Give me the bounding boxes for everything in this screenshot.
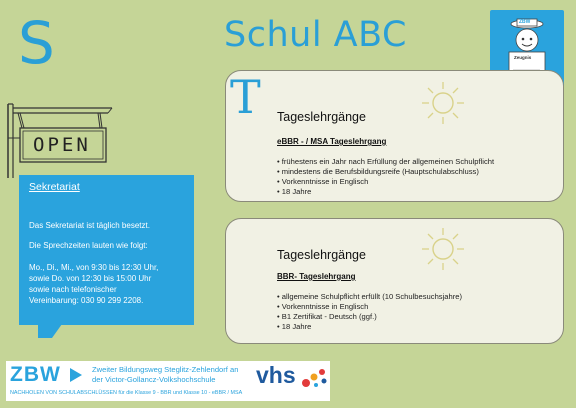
mascot-paper-title: Zeugnis [514,55,532,60]
sekretariat-hours [29,262,158,306]
list-item: • 18 Jahre [277,322,312,331]
card2-subtitle: BBR- Tageslehrgang [277,272,356,281]
hours-line: sowie nach telefonischer [29,285,117,294]
sekretariat-line2: Die Sprechzeiten lauten wie folgt: [29,241,148,250]
list-item: • 18 Jahre [277,187,312,196]
section-letter-t: T [230,70,261,124]
zbw-logo: ZBW [10,363,61,386]
footer-bottom-text: NACHHOLEN VON SCHULABSCHLÜSSEN für die Klasse 9 - BBR und Klasse 10 - eBBR / MSA [10,390,243,396]
sekretariat-line1: Das Sekretariat ist täglich besetzt. [29,221,150,230]
footer-line2: der Victor-Gollancz-Volkshochschule [92,375,216,384]
card1-subtitle: eBBR - / MSA Tageslehrgang [277,137,387,146]
card1-bullets [277,157,494,197]
list-item: • mindestens die Berufsbildungsreife (Hauptschulabschluss) [277,167,479,176]
footer-line1: Zweiter Bildungsweg Steglitz-Zehlendorf an [92,365,239,374]
sun-icon [418,80,468,126]
hours-line: sowie Do. von 12:30 bis 15:00 Uhr [29,274,152,283]
list-item: • frühestens ein Jahr nach Erfüllung der allgemeinen Schulpflicht [277,157,495,166]
vhs-dots-icon [300,364,330,390]
list-item: • Vorkenntnisse in Englisch [277,302,369,311]
page-title: Schul ABC [224,15,407,55]
card2-bullets [277,292,462,332]
mascot-hat-text: ZBW [519,19,531,25]
hours-line: Mo., Di., Mi., von 9:30 bis 12:30 Uhr, [29,263,159,272]
list-item: • B1 Zertifikat - Deutsch (ggf.) [277,312,377,321]
vhs-logo: vhs [256,362,296,388]
section-letter: S [18,9,55,77]
list-item: • Vorkenntnisse in Englisch [277,177,369,186]
card2-title: Tageslehrgänge [277,248,366,262]
sekretariat-title: Sekretariat [29,181,80,193]
arrow-icon [68,366,84,384]
speech-bubble-tail [38,324,62,338]
hours-line: Vereinbarung: 030 90 299 2208. [29,296,144,305]
list-item: • allgemeine Schulpflicht erfüllt (10 Schulbesuchsjahre) [277,292,463,301]
sun-icon [418,226,468,272]
card1-title: Tageslehrgänge [277,110,366,124]
open-sign-text: OPEN [33,134,91,156]
